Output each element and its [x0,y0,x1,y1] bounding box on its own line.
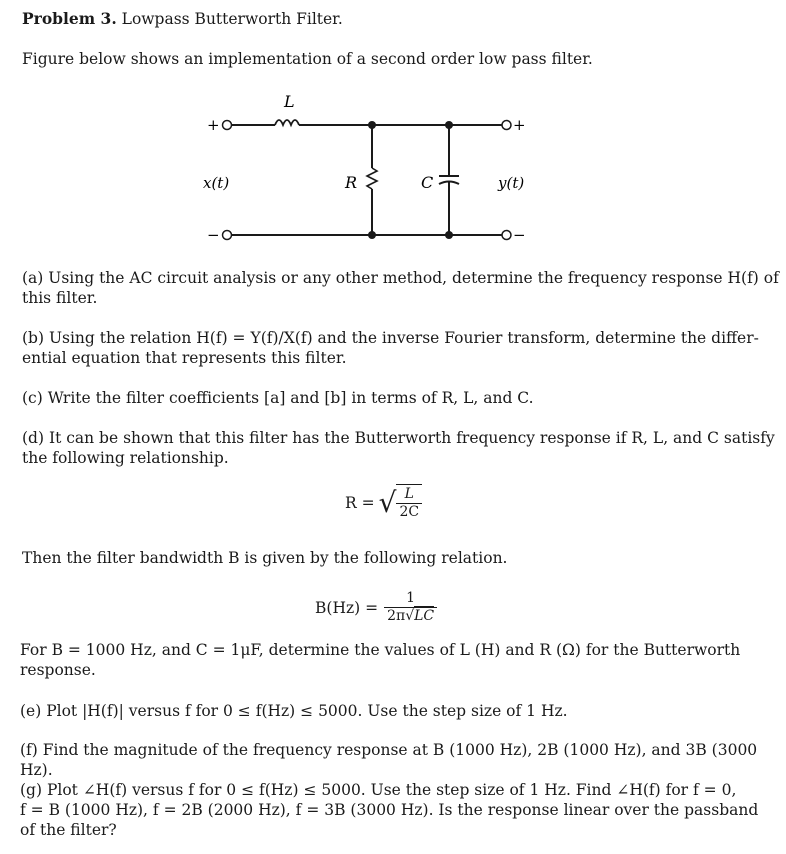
input-signal-label: x(t) [203,174,230,192]
part-a-line1: (a) Using the AC circuit analysis or any other method, determine the frequency response H(f) of [22,269,779,287]
output-plus-terminal [502,121,511,130]
intro-text: Figure below shows an implementation of a second order low pass filter. [22,50,593,68]
b-equation-fraction [384,590,437,625]
capacitor-label: C [421,173,434,192]
input-plus-terminal [223,121,232,130]
r-equation-fraction [396,484,422,521]
inductor-label: L [284,92,295,111]
part-b-line1: (b) Using the relation H(f) = Y(f)/X(f) and the inverse Fourier transform, determine the differ- [22,329,759,347]
r-equation-denominator: 2C [396,503,422,521]
part-a-line2: this filter. [22,289,98,307]
sqrt-sign: √ [378,485,397,519]
part-f-line1: (f) Find the magnitude of the frequency response at B (1000 Hz), 2B (1000 Hz), and 3B (3000 Hz). [20,741,758,779]
part-g-line1: (g) Plot ∠H(f) versus f for 0 ≤ f(Hz) ≤ 5000. Use the step size of 1 Hz. Find ∠H(f) for f = 0, [20,781,737,799]
b-equation-numerator: 1 [406,590,416,606]
problem-title [22,9,343,29]
problem-name: Lowpass Butterworth Filter. [116,10,343,28]
b-equation-radicand: LC [414,608,435,624]
b-equation [315,590,437,625]
circuit-diagram [195,90,555,250]
b-equation-den-prefix: 2π [387,608,406,624]
output-minus-terminal [502,231,511,240]
for-b-line1: For B = 1000 Hz, and C = 1μF, determine the values of L (H) and R (Ω) for the Butterworth [20,641,741,659]
input-minus-terminal [223,231,232,240]
part-e-line1: (e) Plot |H(f)| versus f for 0 ≤ f(Hz) ≤ 5000. Use the step size of 1 Hz. [20,702,568,720]
input-minus-label: − [207,226,220,244]
inductor-symbol [275,120,299,125]
part-g-line2: f = B (1000 Hz), f = 2B (2000 Hz), f = 3B (3000 Hz). Is the response linear over the passband [20,801,759,819]
for-b-line2: response. [20,661,96,679]
resistor-label: R [345,173,358,192]
part-c-line1: (c) Write the filter coefficients [a] and [b] in terms of R, L, and C. [22,389,534,407]
r-equation [345,484,422,521]
part-d-line2: the following relationship. [22,449,229,467]
r-equation-lhs: R = [345,493,375,512]
output-minus-label: − [513,226,526,244]
b-equation-lhs: B(Hz) = [315,598,379,617]
output-signal-label: y(t) [498,174,525,192]
bandwidth-intro: Then the filter bandwidth B is given by the following relation. [22,549,508,567]
part-b-line2: ential equation that represents this filter. [22,349,347,367]
part-d-line1: (d) It can be shown that this filter has the Butterworth frequency response if R, L, and C satisfy [22,429,775,447]
problem-number: Problem 3. [22,9,117,28]
resistor-symbol [367,168,377,189]
input-plus-label: + [207,116,220,134]
output-plus-label: + [513,116,526,134]
part-g-line3: of the filter? [20,821,117,839]
r-equation-numerator: L [404,486,414,502]
b-equation-denominator: 2π√LC [384,607,437,625]
